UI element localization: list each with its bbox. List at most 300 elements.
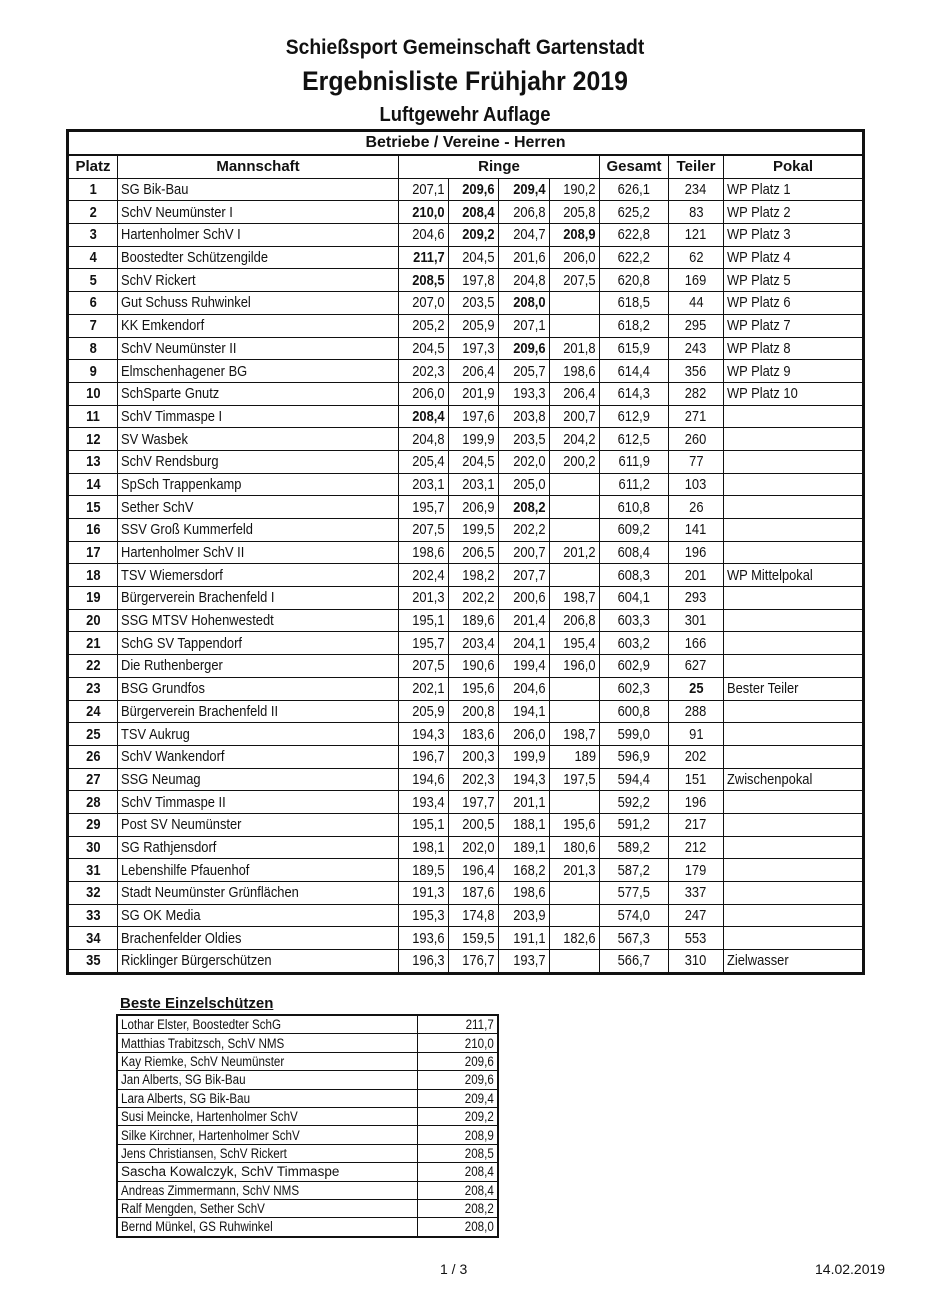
cell-teiler-text: 301 — [685, 612, 707, 630]
cell-r2 — [449, 178, 499, 201]
cell-r1 — [399, 768, 449, 791]
table-row — [68, 246, 864, 269]
shooter-name-text: Andreas Zimmermann, SchV NMS — [121, 1182, 300, 1198]
cell-mannschaft-text: Post SV Neumünster — [121, 816, 242, 834]
cell-mannschaft — [118, 337, 399, 360]
cell-gesamt — [600, 882, 669, 905]
cell-teiler-text: 151 — [685, 770, 707, 788]
print-date: 14.02.2019 — [815, 1261, 886, 1277]
cell-r2 — [449, 768, 499, 791]
cell-r4 — [550, 519, 600, 542]
cell-platz — [68, 904, 118, 927]
cell-mannschaft-text: Sether SchV — [121, 498, 194, 516]
cell-r1 — [399, 745, 449, 768]
cell-platz — [68, 836, 118, 859]
cell-r3 — [499, 519, 550, 542]
best-individual-row — [117, 1107, 498, 1125]
cell-gesamt — [600, 904, 669, 927]
cell-r2-text: 199,9 — [462, 430, 495, 448]
cell-mannschaft-text: SSG MTSV Hohenwestedt — [121, 612, 274, 630]
cell-r3-text: 201,6 — [513, 249, 546, 267]
shooter-name — [117, 1144, 417, 1162]
cell-pokal-text: Zielwasser — [727, 952, 789, 970]
cell-pokal-text: WP Platz 9 — [727, 362, 791, 380]
cell-mannschaft — [118, 541, 399, 564]
cell-r4 — [550, 813, 600, 836]
best-individual-row — [117, 1163, 498, 1181]
cell-r4-text: 197,5 — [563, 770, 596, 788]
cell-r2-text: 189,6 — [462, 612, 495, 630]
cell-platz — [68, 882, 118, 905]
cell-teiler-text: 166 — [685, 634, 707, 652]
cell-r1-text: 206,0 — [412, 385, 445, 403]
cell-mannschaft-text: Elmschenhagener BG — [121, 362, 248, 380]
cell-mannschaft — [118, 904, 399, 927]
cell-mannschaft-text: SG Bik-Bau — [121, 181, 189, 199]
cell-r2-text: 176,7 — [462, 952, 495, 970]
cell-pokal — [724, 224, 864, 247]
cell-mannschaft-text: SchV Wankendorf — [121, 748, 225, 766]
cell-r2-text: 206,5 — [462, 544, 495, 562]
cell-r4 — [550, 950, 600, 974]
cell-platz-text: 35 — [85, 952, 101, 970]
cell-gesamt — [600, 269, 669, 292]
cell-r3-text: 191,1 — [513, 929, 546, 947]
cell-r1 — [399, 587, 449, 610]
cell-platz — [68, 360, 118, 383]
cell-teiler-text: 247 — [685, 907, 707, 925]
cell-platz — [68, 519, 118, 542]
cell-gesamt-text: 608,3 — [617, 566, 651, 584]
cell-r4 — [550, 541, 600, 564]
cell-mannschaft-text: Hartenholmer SchV I — [121, 226, 241, 244]
cell-r2 — [449, 700, 499, 723]
cell-r2 — [449, 836, 499, 859]
cell-platz-text: 3 — [89, 226, 97, 244]
cell-platz-text: 10 — [85, 385, 101, 403]
cell-r1 — [399, 201, 449, 224]
cell-r3 — [499, 314, 550, 337]
cell-mannschaft-text: Stadt Neumünster Grünflächen — [121, 884, 299, 902]
cell-platz — [68, 314, 118, 337]
cell-r3-text: 205,7 — [513, 362, 546, 380]
cell-r1 — [399, 700, 449, 723]
cell-gesamt-text: 592,2 — [617, 793, 651, 811]
cell-gesamt — [600, 382, 669, 405]
cell-r1-text: 205,4 — [412, 453, 445, 471]
cell-gesamt-text: 615,9 — [617, 339, 651, 357]
cell-r4-text: 195,6 — [563, 816, 596, 834]
cell-platz — [68, 269, 118, 292]
discipline-subtitle: Luftgewehr Auflage — [379, 104, 551, 126]
cell-pokal-text: WP Platz 1 — [727, 181, 791, 199]
cell-mannschaft — [118, 246, 399, 269]
shooter-name — [117, 1107, 417, 1125]
shooter-score-text: 210,0 — [464, 1035, 494, 1051]
cell-mannschaft-text: SG OK Media — [121, 907, 201, 925]
cell-r2-text: 197,3 — [462, 339, 495, 357]
cell-platz-text: 1 — [89, 181, 97, 199]
cell-r4-text: 206,0 — [563, 249, 596, 267]
cell-r4-text: 206,4 — [563, 385, 596, 403]
shooter-name — [117, 1034, 417, 1052]
cell-pokal — [724, 791, 864, 814]
cell-teiler — [669, 519, 724, 542]
cell-mannschaft — [118, 450, 399, 473]
cell-teiler — [669, 745, 724, 768]
cell-r1 — [399, 496, 449, 519]
cell-platz — [68, 564, 118, 587]
cell-teiler — [669, 269, 724, 292]
cell-mannschaft — [118, 655, 399, 678]
cell-pokal — [724, 745, 864, 768]
cell-platz-text: 9 — [89, 362, 97, 380]
table-row — [68, 950, 864, 974]
cell-r2 — [449, 382, 499, 405]
cell-gesamt — [600, 791, 669, 814]
cell-r2 — [449, 314, 499, 337]
cell-r1-text: 207,5 — [412, 521, 445, 539]
cell-gesamt-text: 594,4 — [617, 770, 651, 788]
cell-platz — [68, 428, 118, 451]
cell-pokal — [724, 813, 864, 836]
cell-teiler — [669, 700, 724, 723]
cell-r2-text: 159,5 — [462, 929, 495, 947]
cell-r3 — [499, 292, 550, 315]
cell-r3-text: 207,1 — [513, 317, 546, 335]
cell-r2 — [449, 496, 499, 519]
col-header-pokal: Pokal — [724, 155, 864, 178]
cell-gesamt-text: 622,8 — [617, 226, 651, 244]
cell-r1-text: 191,3 — [412, 884, 445, 902]
cell-gesamt — [600, 700, 669, 723]
cell-mannschaft-text: SG Rathjensdorf — [121, 838, 217, 856]
cell-r4 — [550, 859, 600, 882]
cell-r4 — [550, 337, 600, 360]
cell-platz-text: 4 — [89, 249, 97, 267]
cell-r2 — [449, 473, 499, 496]
cell-mannschaft-text: SchV Neumünster I — [121, 203, 233, 221]
cell-mannschaft — [118, 382, 399, 405]
cell-teiler-text: 44 — [688, 294, 704, 312]
cell-teiler-text: 288 — [685, 702, 707, 720]
table-row — [68, 178, 864, 201]
results-table — [66, 129, 865, 975]
cell-r1-text: 195,1 — [412, 612, 445, 630]
cell-r2-text: 202,2 — [462, 589, 495, 607]
cell-r3 — [499, 405, 550, 428]
cell-mannschaft-text: SchG SV Tappendorf — [121, 634, 242, 652]
cell-r2 — [449, 632, 499, 655]
cell-mannschaft-text: Ricklinger Bürgerschützen — [121, 952, 272, 970]
cell-r3-text: 168,2 — [513, 861, 546, 879]
cell-pokal — [724, 882, 864, 905]
cell-gesamt — [600, 428, 669, 451]
shooter-score — [417, 1181, 498, 1199]
cell-teiler-text: 217 — [685, 816, 707, 834]
cell-r3 — [499, 950, 550, 974]
cell-r1-text: 202,3 — [412, 362, 445, 380]
cell-r3-text: 194,3 — [513, 770, 546, 788]
table-row — [68, 337, 864, 360]
cell-mannschaft-text: Lebenshilfe Pfauenhof — [121, 861, 250, 879]
cell-pokal — [724, 723, 864, 746]
cell-r3 — [499, 609, 550, 632]
cell-r4 — [550, 450, 600, 473]
cell-r4-text: 208,9 — [563, 226, 596, 244]
cell-mannschaft-text: Bürgerverein Brachenfeld II — [121, 702, 279, 720]
cell-r4 — [550, 496, 600, 519]
cell-gesamt-text: 591,2 — [617, 816, 651, 834]
cell-gesamt — [600, 178, 669, 201]
cell-r3 — [499, 882, 550, 905]
table-row — [68, 473, 864, 496]
cell-r1 — [399, 882, 449, 905]
cell-r3 — [499, 813, 550, 836]
cell-r3 — [499, 541, 550, 564]
cell-r2 — [449, 587, 499, 610]
shooter-score-text: 211,7 — [465, 1017, 494, 1033]
cell-r2 — [449, 292, 499, 315]
cell-mannschaft-text: Gut Schuss Ruhwinkel — [121, 294, 251, 312]
cell-r2-text: 174,8 — [462, 907, 495, 925]
table-row — [68, 745, 864, 768]
cell-teiler — [669, 655, 724, 678]
table-row — [68, 927, 864, 950]
cell-r4-text: 198,7 — [563, 589, 596, 607]
cell-r1 — [399, 791, 449, 814]
cell-mannschaft — [118, 201, 399, 224]
cell-r2-text: 187,6 — [462, 884, 495, 902]
cell-gesamt-text: 587,2 — [617, 861, 651, 879]
cell-gesamt — [600, 496, 669, 519]
cell-pokal — [724, 950, 864, 974]
cell-r1-text: 201,3 — [412, 589, 445, 607]
cell-teiler — [669, 337, 724, 360]
shooter-name — [117, 1126, 417, 1144]
cell-r1-text: 195,7 — [412, 498, 445, 516]
group-header-row — [68, 131, 864, 156]
cell-r1 — [399, 269, 449, 292]
cell-gesamt-text: 574,0 — [617, 907, 651, 925]
best-individual-row — [117, 1015, 498, 1034]
cell-pokal — [724, 337, 864, 360]
shooter-score-text: 208,5 — [464, 1145, 494, 1161]
cell-mannschaft-text: SV Wasbek — [121, 430, 188, 448]
column-header-row — [68, 155, 864, 178]
cell-r2-text: 203,4 — [462, 634, 495, 652]
cell-r2 — [449, 541, 499, 564]
cell-r3-text: 201,4 — [513, 612, 546, 630]
table-row — [68, 269, 864, 292]
shooter-score-text: 208,2 — [464, 1201, 494, 1217]
cell-platz — [68, 677, 118, 700]
cell-gesamt-text: 603,2 — [617, 634, 651, 652]
cell-gesamt-text: 618,5 — [617, 294, 651, 312]
cell-gesamt — [600, 632, 669, 655]
cell-mannschaft — [118, 745, 399, 768]
cell-platz — [68, 405, 118, 428]
cell-mannschaft — [118, 609, 399, 632]
cell-r1 — [399, 382, 449, 405]
cell-gesamt — [600, 813, 669, 836]
cell-r1-text: 202,1 — [412, 680, 445, 698]
cell-platz-text: 5 — [89, 271, 97, 289]
cell-mannschaft — [118, 496, 399, 519]
shooter-score — [417, 1015, 498, 1034]
cell-teiler-text: 77 — [688, 453, 704, 471]
cell-r4 — [550, 904, 600, 927]
cell-r2-text: 205,9 — [462, 317, 495, 335]
cell-pokal — [724, 541, 864, 564]
shooter-name — [117, 1218, 417, 1237]
cell-r2 — [449, 677, 499, 700]
table-row — [68, 450, 864, 473]
cell-pokal — [724, 677, 864, 700]
cell-r1-text: 195,7 — [412, 634, 445, 652]
cell-r2 — [449, 428, 499, 451]
cell-r2 — [449, 813, 499, 836]
cell-gesamt — [600, 950, 669, 974]
cell-pokal — [724, 859, 864, 882]
cell-mannschaft-text: SchV Rickert — [121, 271, 196, 289]
shooter-name — [117, 1199, 417, 1217]
cell-platz — [68, 201, 118, 224]
cell-teiler-text: 169 — [685, 271, 707, 289]
col-header-gesamt: Gesamt — [600, 155, 669, 178]
shooter-name — [117, 1163, 417, 1181]
cell-platz-text: 11 — [86, 407, 100, 425]
cell-teiler — [669, 496, 724, 519]
document-title: Ergebnisliste Frühjahr 2019 — [302, 66, 628, 96]
cell-teiler-text: 62 — [688, 249, 704, 267]
cell-teiler-text: 260 — [685, 430, 707, 448]
cell-pokal — [724, 178, 864, 201]
cell-r3-text: 188,1 — [513, 816, 546, 834]
cell-r1-text: 198,6 — [412, 544, 445, 562]
cell-mannschaft-text: SchV Timmaspe II — [121, 793, 226, 811]
cell-r4 — [550, 700, 600, 723]
best-individual-row — [117, 1218, 498, 1237]
cell-pokal — [724, 496, 864, 519]
cell-teiler-text: 212 — [685, 838, 707, 856]
cell-mannschaft — [118, 836, 399, 859]
cell-pokal — [724, 927, 864, 950]
shooter-score — [417, 1107, 498, 1125]
table-row — [68, 587, 864, 610]
cell-r2 — [449, 269, 499, 292]
cell-r1 — [399, 292, 449, 315]
cell-r4-text: 205,8 — [563, 203, 596, 221]
shooter-score — [417, 1218, 498, 1237]
cell-teiler-text: 91 — [688, 725, 704, 743]
best-individual-row — [117, 1199, 498, 1217]
cell-r1-text: 208,4 — [412, 407, 445, 425]
cell-platz — [68, 723, 118, 746]
cell-platz — [68, 224, 118, 247]
cell-teiler — [669, 632, 724, 655]
cell-platz-text: 12 — [85, 430, 101, 448]
col-header-platz: Platz — [68, 155, 118, 178]
shooter-score-text: 209,6 — [464, 1072, 494, 1088]
cell-gesamt-text: 608,4 — [617, 544, 651, 562]
cell-r1-text: 207,1 — [412, 181, 445, 199]
cell-teiler-text: 271 — [685, 407, 707, 425]
best-individual-row — [117, 1089, 498, 1107]
cell-r1-text: 195,1 — [412, 816, 445, 834]
cell-gesamt — [600, 541, 669, 564]
cell-r3-text: 204,8 — [513, 271, 546, 289]
cell-r3-text: 200,6 — [513, 589, 546, 607]
cell-gesamt-text: 604,1 — [617, 589, 651, 607]
cell-r3 — [499, 745, 550, 768]
cell-r1-text: 211,7 — [413, 249, 445, 267]
cell-mannschaft — [118, 723, 399, 746]
page-number: 1 / 3 — [440, 1261, 468, 1277]
cell-pokal — [724, 201, 864, 224]
cell-r4 — [550, 791, 600, 814]
shooter-score — [417, 1199, 498, 1217]
cell-r2 — [449, 904, 499, 927]
cell-teiler — [669, 564, 724, 587]
cell-r2-text: 200,5 — [462, 816, 495, 834]
shooter-score — [417, 1126, 498, 1144]
cell-platz — [68, 496, 118, 519]
cell-pokal — [724, 768, 864, 791]
cell-mannschaft-text: Hartenholmer SchV II — [121, 544, 245, 562]
cell-pokal — [724, 700, 864, 723]
cell-r3 — [499, 859, 550, 882]
cell-r1-text: 196,3 — [412, 952, 445, 970]
cell-teiler-text: 553 — [685, 929, 707, 947]
cell-r2-text: 200,3 — [462, 748, 495, 766]
cell-gesamt — [600, 246, 669, 269]
cell-teiler — [669, 541, 724, 564]
table-row — [68, 791, 864, 814]
col-header-teiler: Teiler — [669, 155, 724, 178]
cell-r1 — [399, 813, 449, 836]
cell-gesamt-text: 611,9 — [618, 453, 650, 471]
cell-r3-text: 202,0 — [513, 453, 546, 471]
cell-r3-text: 198,6 — [513, 884, 546, 902]
cell-gesamt — [600, 224, 669, 247]
cell-teiler — [669, 882, 724, 905]
cell-pokal — [724, 836, 864, 859]
cell-platz — [68, 632, 118, 655]
cell-r4 — [550, 609, 600, 632]
cell-platz — [68, 609, 118, 632]
cell-gesamt-text: 600,8 — [617, 702, 651, 720]
cell-r4-text: 200,2 — [563, 453, 596, 471]
cell-pokal — [724, 904, 864, 927]
cell-platz-text: 22 — [85, 657, 101, 675]
shooter-score-text: 208,4 — [464, 1182, 494, 1198]
cell-gesamt — [600, 609, 669, 632]
cell-gesamt-text: 610,8 — [617, 498, 651, 516]
cell-r3 — [499, 791, 550, 814]
shooter-score-text: 208,4 — [464, 1164, 494, 1180]
cell-r4-text: 190,2 — [563, 181, 596, 199]
cell-pokal — [724, 587, 864, 610]
shooter-name-text: Bernd Münkel, GS Ruhwinkel — [121, 1219, 273, 1235]
cell-platz-text: 17 — [85, 544, 101, 562]
table-row — [68, 292, 864, 315]
cell-mannschaft-text: KK Emkendorf — [121, 317, 205, 335]
cell-r1-text: 205,2 — [412, 317, 445, 335]
cell-r4 — [550, 201, 600, 224]
cell-r1-text: 204,6 — [412, 226, 445, 244]
cell-mannschaft — [118, 292, 399, 315]
